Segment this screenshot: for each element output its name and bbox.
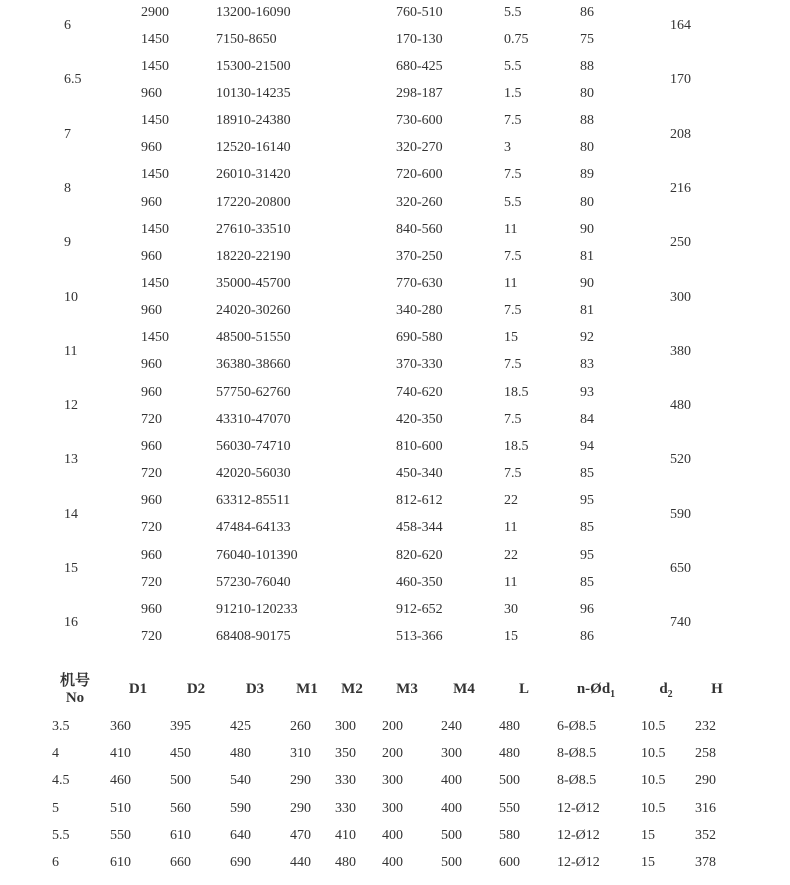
d2-cell: 500 — [170, 773, 191, 788]
d3-cell: 425 — [230, 719, 251, 734]
header-machine-no-sub: No — [65, 690, 85, 706]
pressure-cell: 730-600 — [396, 113, 443, 129]
h-cell: 378 — [695, 855, 716, 870]
m1-cell: 260 — [290, 719, 311, 734]
efficiency-cell: 92 — [580, 330, 594, 346]
motor-power-cell: 15 — [504, 628, 518, 644]
speed-cell: 1450 — [141, 330, 169, 346]
d2-hole-cell: 10.5 — [641, 719, 666, 734]
flow-cell: 68408-90175 — [216, 628, 291, 644]
weight-cell: 380 — [670, 343, 691, 359]
motor-power-cell: 7.5 — [504, 466, 522, 482]
l-cell: 500 — [499, 773, 520, 788]
pressure-cell: 740-620 — [396, 384, 443, 400]
flow-cell: 10130-14235 — [216, 85, 291, 101]
weight-cell: 164 — [670, 18, 691, 34]
m1-cell: 290 — [290, 773, 311, 788]
motor-power-cell: 7.5 — [504, 357, 522, 373]
weight-cell: 170 — [670, 72, 691, 88]
m3-cell: 300 — [382, 773, 403, 788]
efficiency-cell: 75 — [580, 31, 594, 47]
l-cell: 580 — [499, 828, 520, 843]
efficiency-cell: 81 — [580, 248, 594, 264]
bolt-holes-cell: 12-Ø12 — [557, 855, 600, 870]
machine-no-cell: 6 — [64, 18, 71, 34]
d2-hole-cell: 10.5 — [641, 746, 666, 761]
weight-cell: 208 — [670, 126, 691, 142]
weight-cell: 300 — [670, 289, 691, 305]
efficiency-cell: 89 — [580, 167, 594, 183]
flow-cell: 35000-45700 — [216, 276, 291, 291]
speed-cell: 960 — [141, 547, 162, 563]
efficiency-cell: 95 — [580, 547, 594, 563]
header-d: $d_2$ — [659, 681, 673, 700]
pressure-cell: 420-350 — [396, 411, 443, 427]
d3-cell: 590 — [230, 801, 251, 816]
weight-cell: 650 — [670, 561, 691, 577]
m2-cell: 330 — [335, 773, 356, 788]
flow-cell: 43310-47070 — [216, 411, 291, 427]
bolt-holes-cell: 12-Ø12 — [557, 801, 600, 816]
pressure-cell: 340-280 — [396, 303, 443, 319]
header-n-d: $n-Ød_1$ — [576, 681, 616, 700]
efficiency-cell: 86 — [580, 628, 594, 644]
pressure-cell: 320-260 — [396, 194, 443, 210]
d3-cell: 540 — [230, 773, 251, 788]
m4-cell: 400 — [441, 801, 462, 816]
machine-no-cell: 4.5 — [52, 773, 70, 788]
header-d2: D2 — [186, 681, 206, 697]
header-m2: M2 — [341, 681, 363, 697]
l-cell: 600 — [499, 855, 520, 870]
bolt-holes-cell: 8-Ø8.5 — [557, 746, 597, 761]
motor-power-cell: 18.5 — [504, 438, 529, 454]
machine-no-cell: 8 — [64, 180, 71, 196]
speed-cell: 1450 — [141, 276, 169, 291]
m4-cell: 240 — [441, 719, 462, 734]
motor-power-cell: 11 — [504, 276, 518, 291]
d2-cell: 560 — [170, 801, 191, 816]
speed-cell: 1450 — [141, 113, 169, 129]
d2-cell: 450 — [170, 746, 191, 761]
flow-cell: 48500-51550 — [216, 330, 291, 346]
machine-no-cell: 3.5 — [52, 719, 70, 734]
d1-cell: 510 — [110, 801, 131, 816]
motor-power-cell: 11 — [504, 574, 518, 590]
speed-cell: 1450 — [141, 221, 169, 237]
pressure-cell: 760-510 — [396, 4, 443, 20]
pressure-cell: 690-580 — [396, 330, 443, 346]
flow-cell: 76040-101390 — [216, 547, 298, 563]
pressure-cell: 912-652 — [396, 601, 443, 617]
machine-no-cell: 6 — [52, 855, 59, 870]
pressure-cell: 820-620 — [396, 547, 443, 563]
efficiency-cell: 80 — [580, 194, 594, 210]
motor-power-cell: 5.5 — [504, 194, 522, 210]
header-m1: M1 — [296, 681, 318, 697]
efficiency-cell: 80 — [580, 85, 594, 101]
m1-cell: 470 — [290, 828, 311, 843]
header-subscript: 2 — [667, 689, 673, 700]
speed-cell: 1450 — [141, 58, 169, 74]
motor-power-cell: 18.5 — [504, 384, 529, 400]
efficiency-cell: 94 — [580, 438, 594, 454]
flow-cell: 26010-31420 — [216, 167, 291, 183]
speed-cell: 720 — [141, 466, 162, 482]
header-l: L — [518, 681, 529, 697]
d2-hole-cell: 10.5 — [641, 801, 666, 816]
efficiency-cell: 93 — [580, 384, 594, 400]
d1-cell: 410 — [110, 746, 131, 761]
d2-cell: 395 — [170, 719, 191, 734]
m2-cell: 480 — [335, 855, 356, 870]
motor-power-cell: 7.5 — [504, 248, 522, 264]
machine-no-cell: 16 — [64, 615, 78, 631]
header-d1: D1 — [128, 681, 148, 697]
flow-cell: 63312-85511 — [216, 493, 291, 509]
bolt-holes-cell: 8-Ø8.5 — [557, 773, 597, 788]
machine-no-cell: 11 — [64, 343, 78, 359]
speed-cell: 960 — [141, 601, 162, 617]
m4-cell: 500 — [441, 828, 462, 843]
speed-cell: 960 — [141, 248, 162, 264]
bolt-holes-cell: 12-Ø12 — [557, 828, 600, 843]
d2-cell: 660 — [170, 855, 191, 870]
speed-cell: 1450 — [141, 31, 169, 47]
speed-cell: 960 — [141, 384, 162, 400]
d3-cell: 640 — [230, 828, 251, 843]
m2-cell: 410 — [335, 828, 356, 843]
flow-cell: 15300-21500 — [216, 58, 291, 74]
flow-cell: 56030-74710 — [216, 438, 291, 454]
m1-cell: 290 — [290, 801, 311, 816]
pressure-cell: 450-340 — [396, 466, 443, 482]
motor-power-cell: 11 — [504, 520, 518, 536]
machine-no-cell: 12 — [64, 398, 78, 414]
h-cell: 290 — [695, 773, 716, 788]
efficiency-cell: 90 — [580, 221, 594, 237]
speed-cell: 720 — [141, 411, 162, 427]
machine-no-cell: 14 — [64, 506, 78, 522]
efficiency-cell: 95 — [580, 493, 594, 509]
weight-cell: 590 — [670, 506, 691, 522]
efficiency-cell: 83 — [580, 357, 594, 373]
weight-cell: 480 — [670, 398, 691, 414]
d1-cell: 460 — [110, 773, 131, 788]
header-m4: M4 — [453, 681, 475, 697]
motor-power-cell: 15 — [504, 330, 518, 346]
speed-cell: 720 — [141, 520, 162, 536]
m1-cell: 440 — [290, 855, 311, 870]
efficiency-cell: 85 — [580, 574, 594, 590]
efficiency-cell: 86 — [580, 4, 594, 20]
h-cell: 316 — [695, 801, 716, 816]
efficiency-cell: 81 — [580, 303, 594, 319]
efficiency-cell: 84 — [580, 411, 594, 427]
machine-no-cell: 5 — [52, 801, 59, 816]
d3-cell: 480 — [230, 746, 251, 761]
motor-power-cell: 1.5 — [504, 85, 522, 101]
pressure-cell: 458-344 — [396, 520, 443, 536]
pressure-cell: 840-560 — [396, 221, 443, 237]
pressure-cell: 370-330 — [396, 357, 443, 373]
pressure-cell: 170-130 — [396, 31, 443, 47]
efficiency-cell: 88 — [580, 113, 594, 129]
m3-cell: 400 — [382, 828, 403, 843]
h-cell: 352 — [695, 828, 716, 843]
m4-cell: 400 — [441, 773, 462, 788]
bolt-holes-cell: 6-Ø8.5 — [557, 719, 597, 734]
motor-power-cell: 7.5 — [504, 167, 522, 183]
speed-cell: 960 — [141, 438, 162, 454]
d1-cell: 610 — [110, 855, 131, 870]
machine-no-cell: 7 — [64, 126, 71, 142]
speed-cell: 960 — [141, 194, 162, 210]
machine-no-cell: 6.5 — [64, 72, 82, 88]
motor-power-cell: 7.5 — [504, 303, 522, 319]
machine-no-cell: 4 — [52, 746, 59, 761]
header-m3: M3 — [396, 681, 418, 697]
d2-hole-cell: 10.5 — [641, 773, 666, 788]
d3-cell: 690 — [230, 855, 251, 870]
motor-power-cell: 5.5 — [504, 58, 522, 74]
pressure-cell: 812-612 — [396, 493, 443, 509]
l-cell: 480 — [499, 746, 520, 761]
efficiency-cell: 80 — [580, 140, 594, 156]
m3-cell: 400 — [382, 855, 403, 870]
flow-cell: 17220-20800 — [216, 194, 291, 210]
flow-cell: 36380-38660 — [216, 357, 291, 373]
d1-cell: 360 — [110, 719, 131, 734]
speed-cell: 720 — [141, 574, 162, 590]
pressure-cell: 720-600 — [396, 167, 443, 183]
m3-cell: 200 — [382, 746, 403, 761]
header-subscript: 1 — [610, 689, 616, 700]
header-machine-no: 机号 — [59, 673, 90, 689]
weight-cell: 250 — [670, 235, 691, 251]
l-cell: 550 — [499, 801, 520, 816]
machine-no-cell: 15 — [64, 561, 78, 577]
flow-cell: 42020-56030 — [216, 466, 291, 482]
d2-hole-cell: 15 — [641, 855, 655, 870]
speed-cell: 2900 — [141, 4, 169, 20]
flow-cell: 57230-76040 — [216, 574, 291, 590]
m1-cell: 310 — [290, 746, 311, 761]
flow-cell: 27610-33510 — [216, 221, 291, 237]
pressure-cell: 513-366 — [396, 628, 443, 644]
weight-cell: 740 — [670, 615, 691, 631]
motor-power-cell: 0.75 — [504, 31, 529, 47]
pressure-cell: 298-187 — [396, 85, 443, 101]
m4-cell: 500 — [441, 855, 462, 870]
flow-cell: 57750-62760 — [216, 384, 291, 400]
pressure-cell: 320-270 — [396, 140, 443, 156]
speed-cell: 720 — [141, 628, 162, 644]
flow-cell: 18910-24380 — [216, 113, 291, 129]
d2-cell: 610 — [170, 828, 191, 843]
motor-power-cell: 5.5 — [504, 4, 522, 20]
motor-power-cell: 30 — [504, 601, 518, 617]
d1-cell: 550 — [110, 828, 131, 843]
pressure-cell: 770-630 — [396, 276, 443, 291]
machine-no-cell: 9 — [64, 235, 71, 251]
m4-cell: 300 — [441, 746, 462, 761]
efficiency-cell: 96 — [580, 601, 594, 617]
machine-no-cell: 13 — [64, 452, 78, 468]
m2-cell: 330 — [335, 801, 356, 816]
d2-hole-cell: 15 — [641, 828, 655, 843]
flow-cell: 12520-16140 — [216, 140, 291, 156]
machine-no-cell: 5.5 — [52, 828, 70, 843]
m3-cell: 300 — [382, 801, 403, 816]
m2-cell: 350 — [335, 746, 356, 761]
h-cell: 232 — [695, 719, 716, 734]
speed-cell: 960 — [141, 303, 162, 319]
pressure-cell: 460-350 — [396, 574, 443, 590]
weight-cell: 216 — [670, 180, 691, 196]
efficiency-cell: 88 — [580, 58, 594, 74]
efficiency-cell: 90 — [580, 276, 594, 291]
flow-cell: 7150-8650 — [216, 31, 277, 47]
speed-cell: 960 — [141, 493, 162, 509]
flow-cell: 24020-30260 — [216, 303, 291, 319]
motor-power-cell: 7.5 — [504, 113, 522, 129]
efficiency-cell: 85 — [580, 466, 594, 482]
flow-cell: 13200-16090 — [216, 4, 291, 20]
m3-cell: 200 — [382, 719, 403, 734]
speed-cell: 960 — [141, 357, 162, 373]
pressure-cell: 370-250 — [396, 248, 443, 264]
speed-cell: 960 — [141, 140, 162, 156]
motor-power-cell: 7.5 — [504, 411, 522, 427]
m2-cell: 300 — [335, 719, 356, 734]
motor-power-cell: 22 — [504, 547, 518, 563]
speed-cell: 960 — [141, 85, 162, 101]
machine-no-cell: 10 — [64, 289, 78, 305]
l-cell: 480 — [499, 719, 520, 734]
h-cell: 258 — [695, 746, 716, 761]
header-d3: D3 — [245, 681, 265, 697]
pressure-cell: 810-600 — [396, 438, 443, 454]
flow-cell: 91210-120233 — [216, 601, 298, 617]
flow-cell: 47484-64133 — [216, 520, 291, 536]
header-h: H — [711, 681, 723, 697]
speed-cell: 1450 — [141, 167, 169, 183]
weight-cell: 520 — [670, 452, 691, 468]
efficiency-cell: 85 — [580, 520, 594, 536]
motor-power-cell: 11 — [504, 221, 518, 237]
motor-power-cell: 22 — [504, 493, 518, 509]
pressure-cell: 680-425 — [396, 58, 443, 74]
motor-power-cell: 3 — [504, 140, 511, 156]
flow-cell: 18220-22190 — [216, 248, 291, 264]
